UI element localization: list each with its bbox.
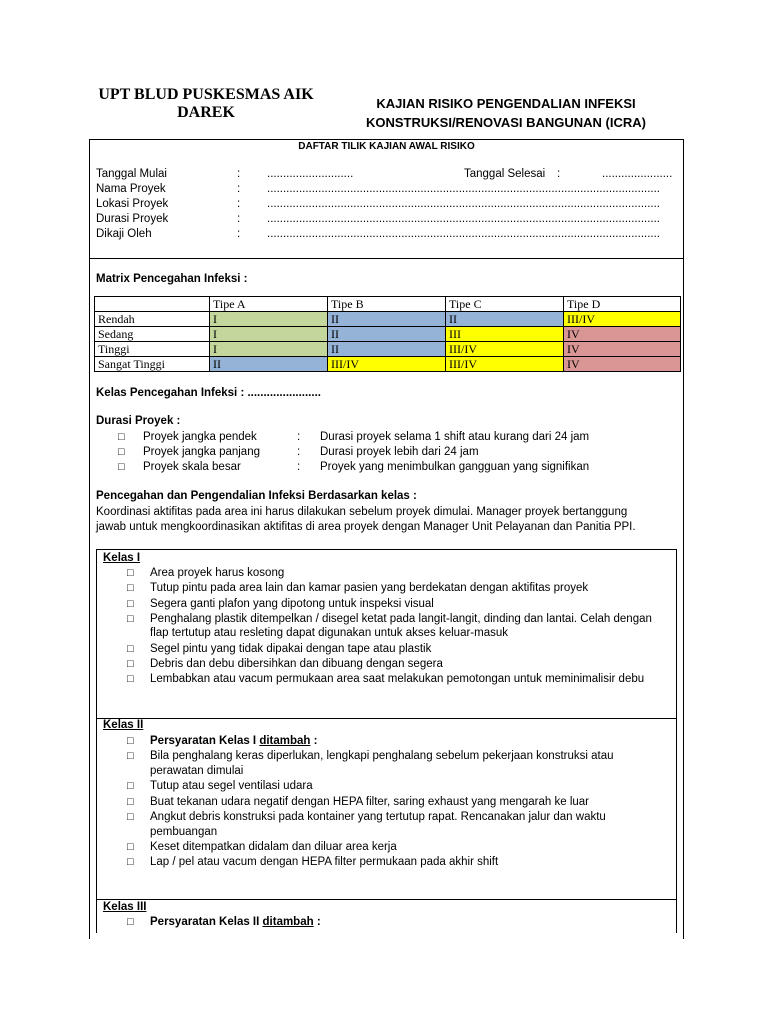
matrix-row xyxy=(95,357,681,372)
requirement-prefix: Persyaratan Kelas I xyxy=(150,735,260,747)
matrix-cell: I xyxy=(210,312,328,327)
kelas-2-title: Kelas II xyxy=(103,719,144,731)
matrix-cell: III/IV xyxy=(564,312,681,327)
field-value[interactable]: ........................................................................................................................... xyxy=(267,183,660,195)
durasi-option-desc: Durasi proyek selama 1 shift atau kurang dari 24 jam xyxy=(320,431,590,443)
matrix-cell: IV xyxy=(564,357,681,372)
durasi-option-label: Proyek skala besar xyxy=(143,461,241,473)
list-item-text: Lembabkan atau vacum permukaan area saat melakukan pemotongan untuk meminimalisir debu xyxy=(150,673,645,685)
field-value[interactable]: ........................... xyxy=(267,168,354,180)
durasi-option-colon: : xyxy=(297,431,301,443)
field-colon: : xyxy=(237,198,241,210)
field-value[interactable]: ........................................................................................................................... xyxy=(267,198,660,210)
matrix-cell: II xyxy=(328,312,446,327)
durasi-option-desc: Proyek yang menimbulkan gangguan yang signifikan xyxy=(320,461,590,473)
matrix-header-row xyxy=(95,297,681,312)
field-colon: : xyxy=(557,168,561,180)
list-item-continuation: perawatan dimulai xyxy=(150,765,244,777)
checkbox-icon[interactable]: □ xyxy=(127,673,134,685)
requirement-suffix: : xyxy=(313,916,321,928)
list-item-text: Tutup atau segel ventilasi udara xyxy=(150,780,313,792)
kelas-1-title: Kelas I xyxy=(103,552,141,564)
checkbox-icon[interactable]: □ xyxy=(127,811,134,823)
checkbox-icon[interactable]: □ xyxy=(118,431,125,443)
checklist-title: DAFTAR TILIK KAJIAN AWAL RISIKO xyxy=(298,141,475,152)
matrix-header-cell: Tipe C xyxy=(446,297,564,312)
ppi-paragraph-line: jawab untuk mengkoordinasikan aktifitas di area proyek dengan Manager Unit Pelayanan dan Panitia PPI. xyxy=(96,521,636,533)
infection-prevention-matrix xyxy=(94,296,681,372)
matrix-header-cell: Tipe D xyxy=(564,297,681,312)
matrix-cell: I xyxy=(210,342,328,357)
document-title xyxy=(356,94,656,132)
list-item-text: Tutup pintu pada area lain dan kamar pasien yang berdekatan dengan aktifitas proyek xyxy=(150,582,589,594)
checkbox-icon[interactable]: □ xyxy=(127,567,134,579)
matrix-row-label: Sangat Tinggi xyxy=(95,357,210,372)
matrix-row-label: Sedang xyxy=(95,327,210,342)
checkbox-icon[interactable]: □ xyxy=(127,750,134,762)
durasi-option-label: Proyek jangka pendek xyxy=(143,431,257,443)
list-item-text: Area proyek harus kosong xyxy=(150,567,285,579)
matrix-cell: IV xyxy=(564,342,681,357)
document-title-line-1: KAJIAN RISIKO PENGENDALIAN INFEKSI xyxy=(376,96,636,111)
matrix-cell: II xyxy=(328,327,446,342)
matrix-row xyxy=(95,312,681,327)
durasi-option-desc: Durasi proyek lebih dari 24 jam xyxy=(320,446,479,458)
field-label: Tanggal Selesai xyxy=(464,168,546,180)
requirement-text xyxy=(150,915,321,930)
field-value[interactable]: ...................... xyxy=(602,168,673,180)
list-item-text: Keset ditempatkan didalam dan diluar area kerja xyxy=(150,841,397,853)
field-value[interactable]: ........................................................................................................................... xyxy=(267,228,660,240)
list-item-text: Angkut debris konstruksi pada kontainer yang tertutup rapat. Rencanakan jalur dan waktu xyxy=(150,811,606,823)
matrix-cell: III/IV xyxy=(446,357,564,372)
matrix-cell: II xyxy=(328,342,446,357)
checkbox-icon[interactable]: □ xyxy=(127,780,134,792)
checkbox-icon[interactable]: □ xyxy=(127,582,134,594)
list-item-continuation: pembuangan xyxy=(150,826,218,838)
field-label: Nama Proyek xyxy=(96,183,166,195)
checkbox-icon[interactable]: □ xyxy=(127,856,134,868)
list-item-text: Segel pintu yang tidak dipakai dengan tape atau plastik xyxy=(150,643,432,655)
field-label: Dikaji Oleh xyxy=(96,228,152,240)
field-colon: : xyxy=(237,183,241,195)
field-label: Durasi Proyek xyxy=(96,213,169,225)
checkbox-icon[interactable]: □ xyxy=(127,735,134,747)
matrix-title: Matrix Pencegahan Infeksi : xyxy=(96,273,248,285)
matrix-row xyxy=(95,327,681,342)
matrix-row xyxy=(95,342,681,357)
list-item-text: Segera ganti plafon yang dipotong untuk inspeksi visual xyxy=(150,598,434,610)
durasi-option-colon: : xyxy=(297,446,301,458)
matrix-cell: II xyxy=(210,357,328,372)
matrix-header-cell xyxy=(95,297,210,312)
checkbox-icon[interactable]: □ xyxy=(127,613,134,625)
checkbox-icon[interactable]: □ xyxy=(127,796,134,808)
matrix-cell: IV xyxy=(564,327,681,342)
requirement-underline: ditambah xyxy=(259,735,311,747)
organization-name: UPT BLUD PUSKESMAS AIK DAREK xyxy=(98,86,314,121)
matrix-cell: III/IV xyxy=(446,342,564,357)
matrix-cell: I xyxy=(210,327,328,342)
list-item-text: Penghalang plastik ditempelkan / disegel ketat pada langit-langit, dinding dan lantai. Celah dengan xyxy=(150,613,652,625)
requirement-text xyxy=(150,734,317,749)
requirement-underline: ditambah xyxy=(262,916,314,928)
list-item-text: Debris dan debu dibersihkan dan dibuang dengan segera xyxy=(150,658,443,670)
checkbox-icon[interactable]: □ xyxy=(127,841,134,853)
checkbox-icon[interactable]: □ xyxy=(118,446,125,458)
section-divider xyxy=(89,258,684,259)
checkbox-icon[interactable]: □ xyxy=(127,916,134,928)
list-item-text: Lap / pel atau vacum dengan HEPA filter permukaan pada akhir shift xyxy=(150,856,499,868)
checkbox-icon[interactable]: □ xyxy=(127,643,134,655)
field-colon: : xyxy=(237,213,241,225)
checkbox-icon[interactable]: □ xyxy=(127,598,134,610)
field-label: Tanggal Mulai xyxy=(96,168,167,180)
durasi-option-label: Proyek jangka panjang xyxy=(143,446,260,458)
field-label: Lokasi Proyek xyxy=(96,198,169,210)
list-item-text: Bila penghalang keras diperlukan, lengkapi penghalang sebelum pekerjaan konstruksi atau xyxy=(150,750,614,762)
checkbox-icon[interactable]: □ xyxy=(118,461,125,473)
matrix-header-cell: Tipe B xyxy=(328,297,446,312)
field-colon: : xyxy=(237,228,241,240)
field-colon: : xyxy=(237,168,241,180)
requirement-suffix: : xyxy=(310,735,318,747)
checkbox-icon[interactable]: □ xyxy=(127,658,134,670)
matrix-row-label: Tinggi xyxy=(95,342,210,357)
kelas-pencegahan-field[interactable]: Kelas Pencegahan Infeksi : ....................... xyxy=(96,387,321,399)
matrix-header-cell: Tipe A xyxy=(210,297,328,312)
kelas-3-title: Kelas III xyxy=(103,901,147,913)
matrix-cell: III/IV xyxy=(328,357,446,372)
document-title-line-2: KONSTRUKSI/RENOVASI BANGUNAN (ICRA) xyxy=(366,115,646,130)
durasi-option-colon: : xyxy=(297,461,301,473)
durasi-title: Durasi Proyek : xyxy=(96,415,181,427)
matrix-row-label: Rendah xyxy=(95,312,210,327)
list-item-continuation: flap tertutup atau resleting dapat digunakan untuk akses keluar-masuk xyxy=(150,627,508,639)
ppi-title: Pencegahan dan Pengendalian Infeksi Berdasarkan kelas : xyxy=(96,490,417,502)
requirement-prefix: Persyaratan Kelas II xyxy=(150,916,263,928)
matrix-cell: III xyxy=(446,327,564,342)
ppi-paragraph-line: Koordinasi aktifitas pada area ini harus dilakukan sebelum proyek dimulai. Manager proyek bertanggung xyxy=(96,506,628,518)
list-item-text: Buat tekanan udara negatif dengan HEPA filter, saring exhaust yang mengarah ke luar xyxy=(150,796,589,808)
matrix-cell: II xyxy=(446,312,564,327)
field-value[interactable]: ........................................................................................................................... xyxy=(267,213,660,225)
